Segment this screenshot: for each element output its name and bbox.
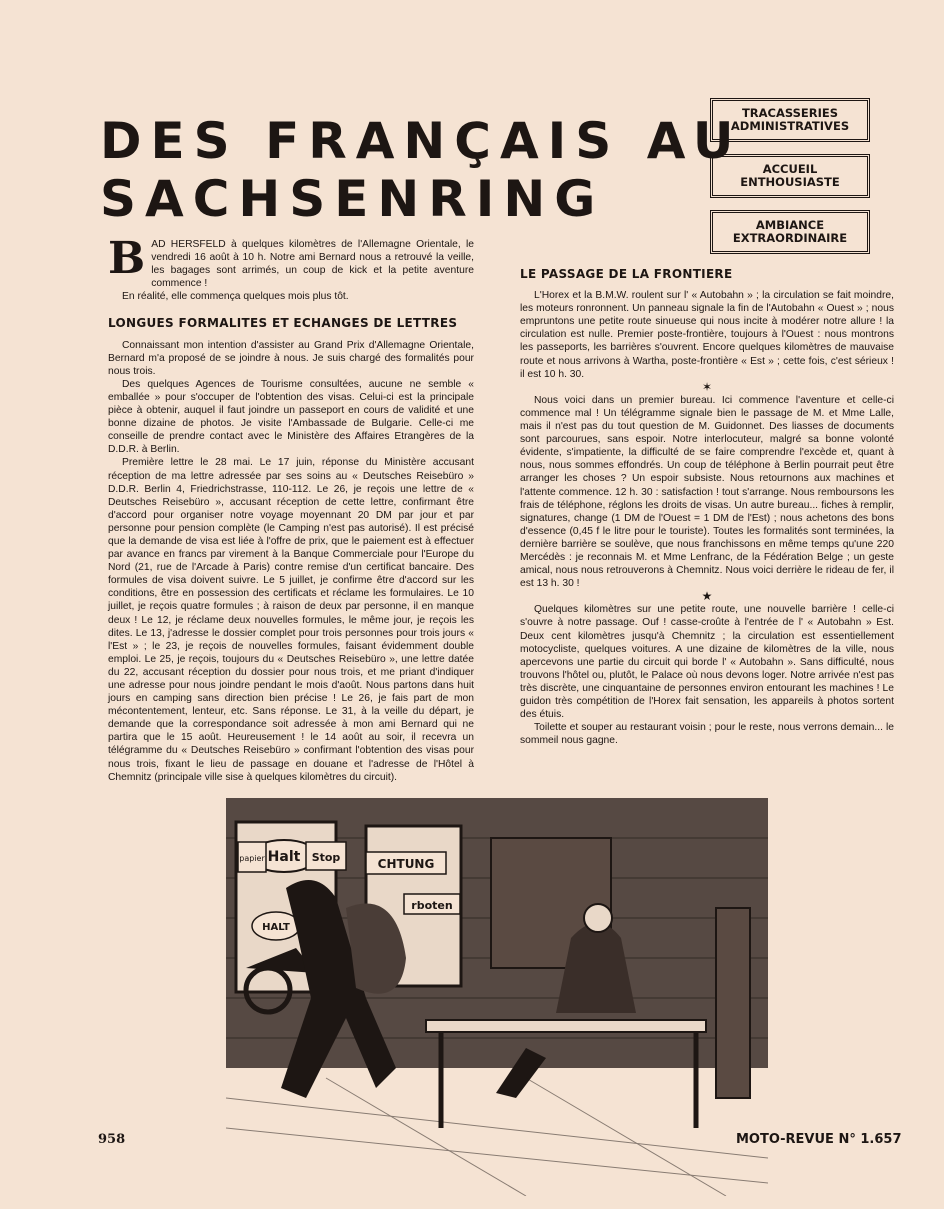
section1-paragraph-1: Connaissant mon intention d'assister au Grand Prix d'Allemagne Orientale, Bernard m'a proposé de se joindre à nous. Je suis chargé des formalités pour nous trois. xyxy=(108,339,474,377)
section-heading-frontiere: LE PASSAGE DE LA FRONTIERE xyxy=(520,267,733,281)
section1-paragraph-3: Première lettre le 28 mai. Le 17 juin, réponse du Ministère accusant réception de ma lettre adressée par ses soins au « Deutsches Reisebüro » D.D.R. Berlin 4, Friedrichstrasse, 110-112. Le 26, je reçois une lettre de « Deutsches Reisebüro », accusant réception de cette lettre, confirmant être d'accord pour organiser notre voyage moyennant 20 DM par jour et par personne pour pension complète (le Camping n'est pas autorisé). Il est précisé que la demande de visa est liée à l'offre de prix, que le paiement est à effectuer par avance en francs par virement à la Banque Commerciale pour l'Europe du Nord (21, rue de l'Arcade à Paris) contre remise d'un certificat bancaire. Des formules de visa doivent suivre. Le 5 juillet, je confirme être d'accord sur les conditions, être en possession des certificats et réclame les formulaires. Le 10 juillet, je reçois quatre formules ; à raison de deux par personne, il en manque deux ! Le 12, je réclame deux nouvelles formules, le même jour, je reçois les dites. Le 13, j'adresse le dossier complet pour trois personnes pour trois jours « l'Est » ; le 23, je reçois de nouvelles formules, faisant évidemment double emploi. Le 25, je reçois, toujours du « Deutsches Reisebüro », une lettre datée du 22, accusant réception du dossier pour nous trois, et me priant d'indiquer une adresse pour nous joindre pendant le mois d'août. Nous partons dans huit jours en camping sans direction bien précise ! Le 26, je fais part de mon mécontentement, lenteur, etc. Sans réponse. Le 31, à la veille du départ, je demande que la correspondance soit adressée à mon ami Bernard qui ne partira que le 15 août. Heureusement ! le 14 août au soir, il recevra un télégramme du « Deutsches Reisebüro » confirmant l'obtention des visas pour nous trois, fixant le lieu de passage en douane et l'adresse de l'Hôtel à Chemnitz (principale ville sise à quelques kilomètres du circuit). xyxy=(108,457,474,783)
desk xyxy=(426,1020,706,1032)
article-title xyxy=(100,112,743,228)
sign-achtung-text: CHTUNG xyxy=(377,857,435,871)
section-heading-formalites: LONGUES FORMALITES ET ECHANGES DE LETTRES xyxy=(108,316,458,331)
title-line-2: SACHSENRING xyxy=(100,170,605,228)
section2-paragraph-2: Nous voici dans un premier bureau. Ici commence l'aventure et celle-ci commence mal ! Un télégramme signale bien le passage de M. et Mme Lalle, mais il n'est pas du tout question de M. Guidonnet. Des liasses de documents sont parcourues, sans espoir. Notre interlocuteur, malgré sa bonne volonté évidente, s'impatiente, la difficulté de se faire comprendre l'excède et, quant à nous, nous sommes effondrés. Un coup de téléphone à Berlin pourrait peut être arranger les choses ? Un espoir subsiste. Nous retournons aux machines et l'attente commence. 12 h. 30 : satisfaction ! tout s'arrange. Nous remboursons les frais de téléphone, réglons les droits de visas. Un autre bureau... fiches à remplir, signatures, change (1 DM de l'Ouest = 1 DM de l'Est) ; nous achetons des bons d'essence (0,45 f le litre pour le touriste). Toutes les formalités sont terminées, la dernière barrière se soulève, que nous franchissons en même temps qu'une 220 Mercédès : je reconnais M. et Mme Lenfranc, de la Fédération Belge ; un geste amical, nous nous retrouverons à Chemnitz. Nous voici derrière le rideau de fer, il est 13 h. 30 ! xyxy=(520,394,894,590)
sign-halt-small-text: HALT xyxy=(262,922,290,933)
sign-stop-text: Stop xyxy=(311,851,341,864)
section2-paragraph-3: Quelques kilomètres sur une petite route, une nouvelle barrière ! celle-ci s'ouvre à notre passage. Ouf ! casse-croûte à l'entrée de l' « Autobahn » Est. Deux cent kilomètres jusqu'à Chemnitz ; la circulation est essentiellement motocycliste, quelques voitures. A une dizaine de kilomètres de la ville, nous apercevons une partie du circuit qui borde l' « Autobahn ». Sans difficulté, nous trouvons l'hôtel ou, plutôt, le Palace où nous devons loger. Notre arrivée n'est pas très discrète, une cinquantaine de personnes environ entourant les machines ! Le guidon très compétition de l'Horex fait sensation, les appareils à photos sortent des étuis. xyxy=(520,604,894,721)
sign-verboten-text: rboten xyxy=(411,899,453,912)
section1-paragraph-2: Des quelques Agences de Tourisme consultées, aucune ne semble « emballée » pour s'occuper de l'obtention des visas. Celui-ci est la principale pièce à obtenir, auquel il faut joindre un passeport en cours de validité et une bonne dizaine de photos. Je visite l'Ambassade de Bulgarie. Celle-ci me conseille de prendre contact avec le Ministère des Affaires Etrangères de la D.D.R. à Berlin. xyxy=(108,378,474,456)
sign-papier-text: papier xyxy=(239,854,265,863)
drop-cap: B xyxy=(108,233,146,284)
title-line-1: DES FRANÇAIS AU xyxy=(100,112,743,170)
column-left xyxy=(108,233,474,784)
sidebar-boxes xyxy=(710,98,870,266)
intro-paragraph xyxy=(108,233,474,290)
box-ambiance: AMBIANCE EXTRAORDINAIRE xyxy=(710,210,870,254)
section2-paragraph-1: L'Horex et la B.M.W. roulent sur l' « Autobahn » ; la circulation se fait moindre, les moteurs ronronnent. Un panneau signale la fin de l'Autobahn « Ouest » ; nous empruntons une petite route sinueuse qui nous incite à modérer notre allure ! la circulation est nulle. Premier poste-frontière, toujours à l'Ouest : nous montrons les passeports, les barrières s'ouvrent. Encore quelques kilomètres de mauvaise route et nous arrivons à Wartha, poste-frontière « Est » ; cette fois, c'est sérieux ! il est 10 h. 30. xyxy=(520,290,894,380)
star-separator-1: ✶ xyxy=(701,379,713,394)
page-number: 958 xyxy=(98,1132,126,1147)
sign-halt-text: Halt xyxy=(267,849,301,865)
illustration-border-office xyxy=(226,798,768,1196)
box-accueil: ACCUEIL ENTHOUSIASTE xyxy=(710,154,870,198)
column-right xyxy=(520,268,894,747)
star-separator-2: ★ xyxy=(701,589,713,604)
intro-paragraph-2: En réalité, elle commença quelques mois plus tôt. xyxy=(122,291,349,303)
intro-text: AD HERSFELD à quelques kilomètres de l'Allemagne Orientale, le vendredi 16 août à 10 h. Notre ami Bernard nous a retrouvé la veille, les bagages sont arrimés, un coup de kick et la petite aventure commence ! xyxy=(151,239,474,290)
magazine-issue: MOTO-REVUE N° 1.657 xyxy=(736,1132,902,1147)
section2-paragraph-4: Toilette et souper au restaurant voisin ; pour le reste, nous verrons demain... le sommeil nous gagne. xyxy=(520,722,894,747)
box-tracasseries: TRACASSERIES ADMINISTRATIVES xyxy=(710,98,870,142)
